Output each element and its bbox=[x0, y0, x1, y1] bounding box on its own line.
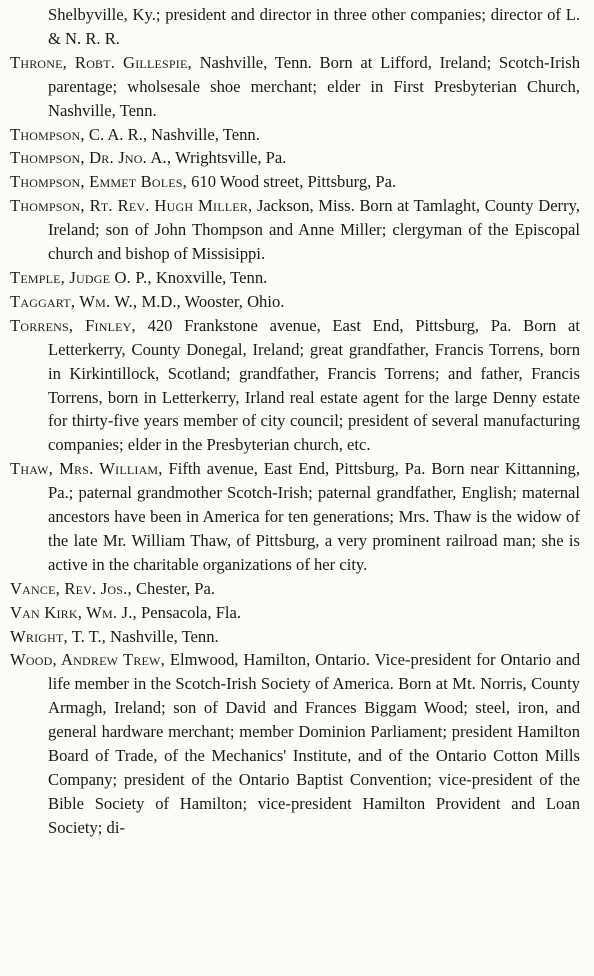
entry-name: Wood, Andrew Trew, bbox=[10, 650, 165, 670]
entry-text: Jackson, Miss. Born at Tamlaght, County Derry, Ireland; son of John Thompson and Anne Miller; clergyman of the Episcopal church and bishop of Missisippi. bbox=[48, 196, 580, 264]
entry-text: Shelbyville, Ky.; president and director in three other companies; director of L. & N. R. R. bbox=[48, 5, 580, 48]
entry-text: 610 Wood street, Pittsburg, Pa. bbox=[187, 172, 397, 192]
entry-van-kirk bbox=[10, 601, 580, 625]
entry-name: Thompson, Emmet Boles, bbox=[10, 172, 188, 192]
entry-vance bbox=[10, 577, 580, 601]
entry-temple bbox=[10, 266, 580, 290]
entry-thompson-hugh bbox=[10, 194, 580, 266]
entry-text: Pensacola, Fla. bbox=[136, 602, 242, 622]
entry-text: Elmwood, Hamilton, Ontario. Vice-president for Ontario and life member in the Scotch-Irish Society of America. Born at Mt. Norris, County Armagh, Ireland; son of David and Frances Biggam Wood; steel, iron, and general hardware merchant; member Dominion Parliament; president Hamilton Board of Trade, of the Mechanics' Institute, and of the Ontario Cotton Mills Company; president of the Ontario Baptist Convention; vice-president of the Bible Society of Hamilton; vice-president Hamilton Provident and Loan Society; di- bbox=[48, 650, 580, 837]
entry-text: T. T., Nashville, Tenn. bbox=[67, 626, 219, 646]
entry-wood bbox=[10, 648, 580, 839]
entry-thompson-emmet bbox=[10, 170, 580, 194]
entry-name: Thompson, Rt. Rev. Hugh Miller, bbox=[10, 196, 253, 216]
entry-thompson-car bbox=[10, 123, 580, 147]
entry-name: Taggart, Wm. W., bbox=[10, 291, 138, 311]
entry-taggart bbox=[10, 290, 580, 314]
entry-name: Temple, Judge O. P., bbox=[10, 267, 152, 287]
entry-text: C. A. R., Nashville, Tenn. bbox=[84, 124, 260, 144]
entry-wright bbox=[10, 625, 580, 649]
entry-name: Thaw, Mrs. William, bbox=[10, 459, 163, 479]
entry-thompson-jno bbox=[10, 146, 580, 170]
entry-throne bbox=[10, 51, 580, 123]
entry-text: 420 Frankstone avenue, East End, Pittsburg, Pa. Born at Letterkerry, County Donegal, Ireland; great grandfather, Francis Torrens, born in Kirkintillock, Scotland; grandfather, Francis Torrens; and father, Francis Torrens, born in Letterkerry, Irland real estate agent for the large Denny estate for thirty-five years member of city council; president of several manufacturing companies; elder in the Presbyterian church, etc. bbox=[48, 315, 580, 455]
entry-text: Nashville, Tenn. Born at Lifford, Ireland; Scotch-Irish parentage; wholsesale shoe merchant; elder in First Presbyterian Church, Nashville, Tenn. bbox=[48, 52, 580, 120]
entry-text: Knoxville, Tenn. bbox=[151, 267, 268, 287]
entry-text: Wrightsville, Pa. bbox=[171, 148, 287, 168]
entry-text: Chester, Pa. bbox=[131, 578, 216, 598]
entry-torrens bbox=[10, 314, 580, 457]
entry-name: Throne, Robt. Gillespie, bbox=[10, 52, 192, 72]
entry-name: Thompson, bbox=[10, 124, 85, 144]
entry-text: M.D., Wooster, Ohio. bbox=[137, 291, 285, 311]
entry-name: Thompson, Dr. Jno. A., bbox=[10, 148, 172, 168]
entry-thaw bbox=[10, 457, 580, 577]
entry-name: Van Kirk, Wm. J., bbox=[10, 602, 137, 622]
entry-name: Wright, bbox=[10, 626, 68, 646]
entry-shelbyville-continuation bbox=[10, 3, 580, 51]
entry-name: Vance, Rev. Jos., bbox=[10, 578, 132, 598]
entry-text: Fifth avenue, East End, Pittsburg, Pa. Born near Kittanning, Pa.; paternal grandmother Scotch-Irish; paternal grandfather, English; maternal ancestors have been in America for ten generations; Mrs. Thaw is the widow of the late Mr. William Thaw, of Pittsburg, a very prominent railroad man; she is active in the charitable organizations of her city. bbox=[48, 459, 580, 574]
entry-name: Torrens, Finley, bbox=[10, 315, 136, 335]
